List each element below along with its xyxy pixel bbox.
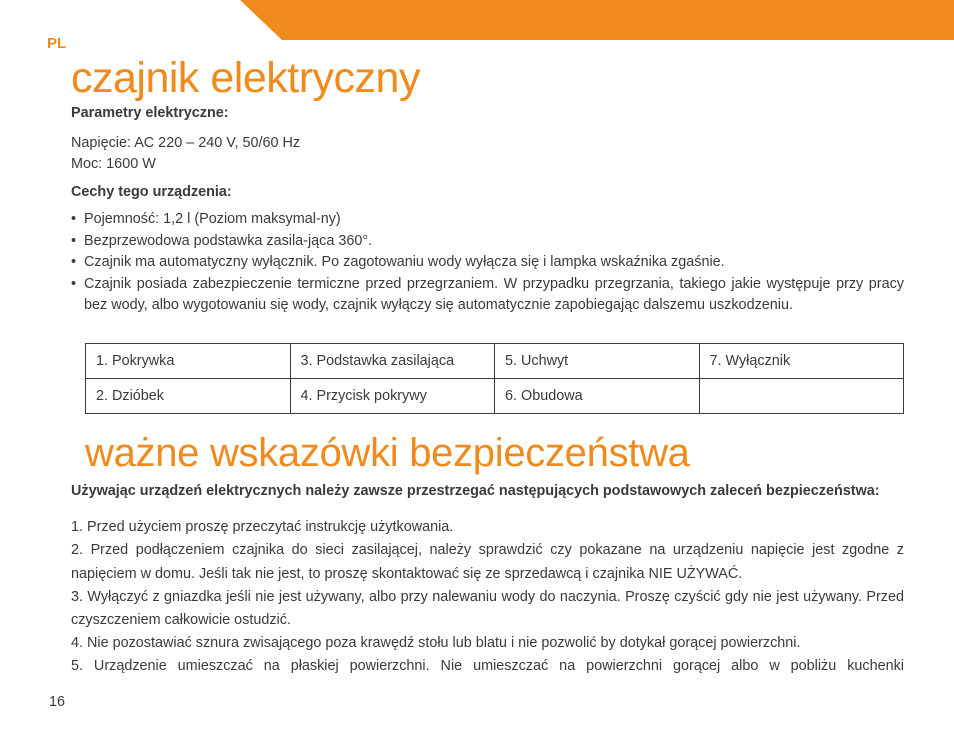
features-label: Cechy tego urządzenia: [71,183,232,200]
safety-intro: Używając urządzeń elektrycznych należy zawsze przestrzegać następujących podstawowych zaleceń bezpieczeństwa: [71,483,880,499]
feature-text: Czajnik ma automatyczny wyłącznik. Po zagotowaniu wody wyłącza się i lampka wskaźnika zgaśnie. [84,254,725,270]
orange-header-band [0,0,954,40]
parts-table [85,343,904,414]
table-row [86,379,904,414]
safety-item: 5. Urządzenie umieszczać na płaskiej powierzchni. Nie umieszczać na powierzchni gorącej albo w pobliżu kuchenki [71,658,904,675]
voltage-text: Napięcie: AC 220 – 240 V, 50/60 Hz [71,134,301,151]
product-specs [71,103,904,317]
feature-item [71,274,904,317]
table-cell: 6. Obudowa [495,379,700,414]
safety-section [71,480,904,679]
feature-text: Pojemność: 1,2 l (Poziom maksymal-ny) [84,211,341,227]
table-cell: 3. Podstawka zasilająca [290,344,495,379]
power-text: Moc: 1600 W [71,156,156,172]
bullet-icon: • [71,232,77,249]
feature-text: Bezprzewodowa podstawka zasila-jąca 360°. [84,232,373,249]
page-number: 16 [49,694,66,710]
feature-text: Czajnik posiada zabezpieczenie termiczne przed przegrzaniem. W przypadku przegrzania, takiego jakie występuje przy pracy bez wody, albo wygotowaniu się wody, czajnik wyłączy się automatycznie zapobiegając dalszemu uszkodzeniu. [84,275,904,313]
feature-item [71,231,904,253]
orange-header-shape [240,0,954,40]
safety-item: 2. Przed podłączeniem czajnika do sieci zasilającej, należy sprawdzić czy pokazane na urządzeniu napięcie jest zgodne z napięciem w domu. Jeśli tak nie jest, to proszę skontaktować się ze sprzedawcą i czajnika NIE UŻYWAĆ. [71,542,904,582]
table-cell: 7. Wyłącznik [699,344,904,379]
feature-item [71,252,904,274]
electrical-params-label: Parametry elektryczne: [71,105,229,121]
table-cell: 2. Dzióbek [86,379,291,414]
bullet-icon: • [71,254,77,270]
safety-title: ważne wskazówki bezpieczeństwa [85,431,690,475]
features-list [71,209,904,317]
table-cell [699,379,904,414]
table-cell: 4. Przycisk pokrywy [290,379,495,414]
table-cell: 5. Uchwyt [495,344,700,379]
feature-item [71,209,904,231]
bullet-icon: • [71,211,77,227]
safety-item: 3. Wyłączyć z gniazdka jeśli nie jest używany, albo przy nalewaniu wody do naczynia. Proszę czyścić gdy nie jest używany. Przed czyszczeniem całkowicie ostudzić. [71,588,904,629]
product-title: czajnik elektryczny [71,54,420,102]
safety-item: 4. Nie pozostawiać sznura zwisającego poza krawędź stołu lub blatu i nie pozwolić by dotykał gorącej powierzchni. [71,635,801,652]
table-cell: 1. Pokrywka [86,344,291,379]
table-row [86,344,904,379]
language-code: PL [47,35,67,52]
bullet-icon: • [71,275,77,292]
safety-item: 1. Przed użyciem proszę przeczytać instrukcję użytkowania. [71,519,454,536]
